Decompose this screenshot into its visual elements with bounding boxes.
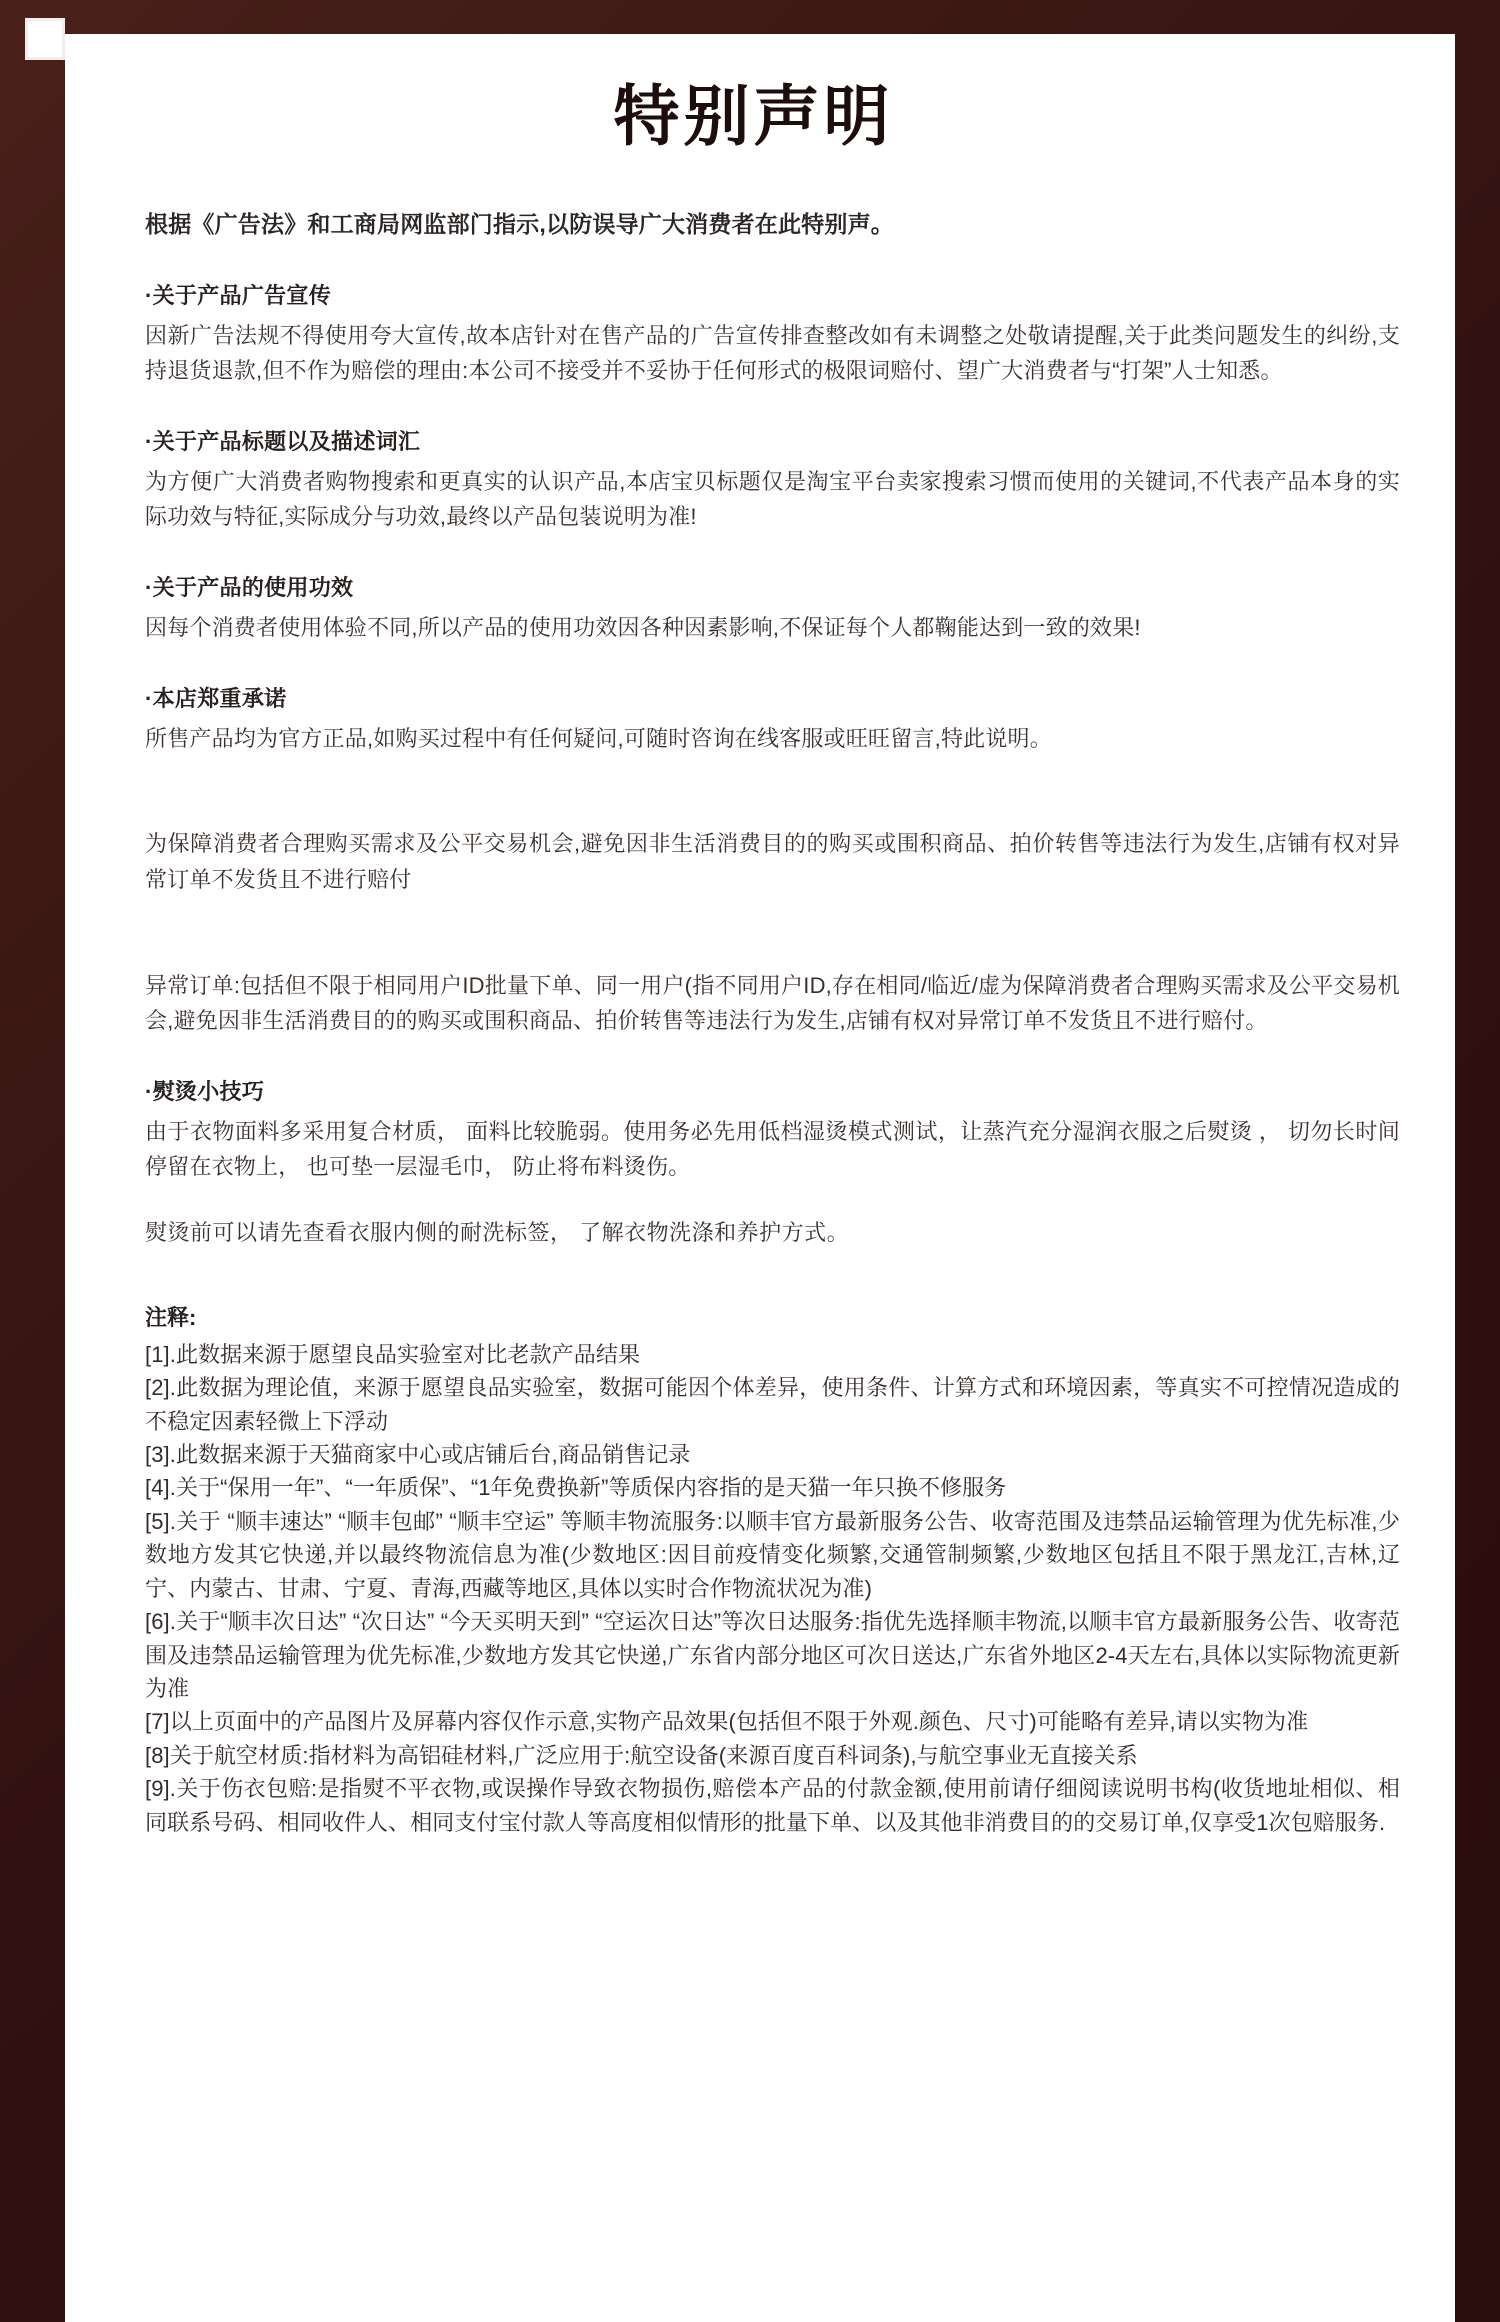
note-item: [6].关于“顺丰次日达” “次日达” “今天买明天到” “空运次日达”等次日达服务:指优先选择顺丰物流,以顺丰官方最新服务公告、收寄范围及违禁品运输管理为优先标准,少数地方发其它快递,广东省内部分地区可次日送达,广东省外地区2-4天左右,具体以实际物流更新为准 (145, 1609, 1400, 1702)
note-item: [2].此数据为理论值，来源于愿望良品实验室，数据可能因个体差异，使用条件、计算方式和环境因素，等真实不可控情况造成的不稳定因素轻微上下浮动 (145, 1375, 1400, 1434)
notes-heading: 注释: (145, 1304, 197, 1330)
section-body: 由于衣物面料多采用复合材质， 面料比较脆弱。使用务必先用低档湿烫模式测试，让蒸汽充分湿润衣服之后熨烫 ， 切勿长时间停留在衣物上， 也可垫一层湿毛巾， 防止将布料烫伤。 (145, 1118, 1400, 1180)
note-item: [4].关于“保用一年”、“一年质保”、“1年免费换新”等质保内容指的是天猫一年只换不修服务 (145, 1475, 1007, 1501)
section-heading: ·熨烫小技巧 (145, 1078, 265, 1104)
section-product-title-wording (145, 425, 1400, 535)
paragraph-fair-trade: 为保障消费者合理购买需求及公平交易机会,避免因非生活消费目的的购买或围积商品、拍价转售等违法行为发生,店铺有权对异常订单不发货且不进行赔付 (145, 831, 1400, 892)
document-content (65, 79, 1455, 1839)
corner-decoration-square (25, 18, 65, 60)
note-item: [1].此数据来源于愿望良品实验室对比老款产品结果 (145, 1341, 641, 1367)
lead-paragraph: 根据《广告法》和工商局网监部门指示,以防误导广大消费者在此特别声。 (145, 210, 894, 237)
section-body: 为方便广大消费者购物搜索和更真实的认识产品,本店宝贝标题仅是淘宝平台卖家搜索习惯而使用的关键词,不代表产品本身的实际功效与特征,实际成分与功效,最终以产品包装说明为准! (145, 468, 1400, 530)
paragraph-abnormal-orders: 异常订单:包括但不限于相同用户ID批量下单、同一用户(指不同用户ID,存在相同/临近/虚为保障消费者合理购买需求及公平交易机会,避免因非生活消费目的的购买或围积商品、拍价转售等违法行为发生,店铺有权对异常订单不发货且不进行赔付。 (145, 972, 1400, 1034)
section-ironing-tips (145, 1075, 1400, 1251)
note-item: [5].关于 “顺丰速达” “顺丰包邮” “顺丰空运” 等顺丰物流服务:以顺丰官方最新服务公告、收寄范围及违禁品运输管理为优先标准,少数地方发其它快递,并以最终物流信息为准(少数地区:因目前疫情变化频繁,交通管制频繁,少数地区包括且不限于黑龙江,吉林,辽宁、内蒙古、甘肃、宁夏、青海,西藏等地区,具体以实时合作物流状况为准) (145, 1508, 1400, 1601)
section-body: 所售产品均为官方正品,如购买过程中有任何疑问,可随时咨询在线客服或旺旺留言,特此说明。 (145, 725, 1052, 751)
section-heading: ·关于产品的使用功效 (145, 575, 354, 601)
section-store-promise (145, 682, 1400, 757)
ironing-extra-tip: 熨烫前可以请先查看衣服内侧的耐洗标签， 了解衣物洗涤和养护方式。 (145, 1220, 850, 1246)
section-product-efficacy (145, 571, 1400, 646)
section-product-advertising (145, 279, 1400, 389)
document-sheet (65, 34, 1455, 2322)
section-heading: ·本店郑重承诺 (145, 685, 287, 711)
page-title: 特别声明 (613, 78, 894, 155)
section-body: 因新广告法规不得使用夸大宣传,故本店针对在售产品的广告宣传排查整改如有未调整之处敬请提醒,关于此类问题发生的纠纷,支持退货退款,但不作为赔偿的理由:本公司不接受并不妥协于任何形式的极限词赔付、望广大消费者与“打架”人士知悉。 (145, 322, 1400, 384)
note-item: [3].此数据来源于天猫商家中心或店铺后台,商品销售记录 (145, 1441, 691, 1467)
note-item: [7]以上页面中的产品图片及屏幕内容仅作示意,实物产品效果(包括但不限于外观.颜色、尺寸)可能略有差异,请以实物为准 (145, 1709, 1309, 1735)
section-body: 因每个消费者使用体验不同,所以产品的使用功效因各种因素影响,不保证每个人都鞠能达到一致的效果! (145, 615, 1141, 641)
notes-section (145, 1301, 1400, 1840)
section-heading: ·关于产品标题以及描述词汇 (145, 428, 421, 454)
section-heading: ·关于产品广告宣传 (145, 282, 332, 308)
note-item: [9].关于伤衣包赔:是指熨不平衣物,或误操作导致衣物损伤,赔偿本产品的付款金额,使用前请仔细阅读说明书构(收货地址相似、相同联系号码、相同收件人、相同支付宝付款人等高度相似情形的批量下单、以及其他非消费目的的交易订单,仅享受1次包赔服务. (145, 1776, 1400, 1835)
note-item: [8]关于航空材质:指材料为高铝硅材料,广泛应用于:航空设备(来源百度百科词条),与航空事业无直接关系 (145, 1742, 1138, 1768)
